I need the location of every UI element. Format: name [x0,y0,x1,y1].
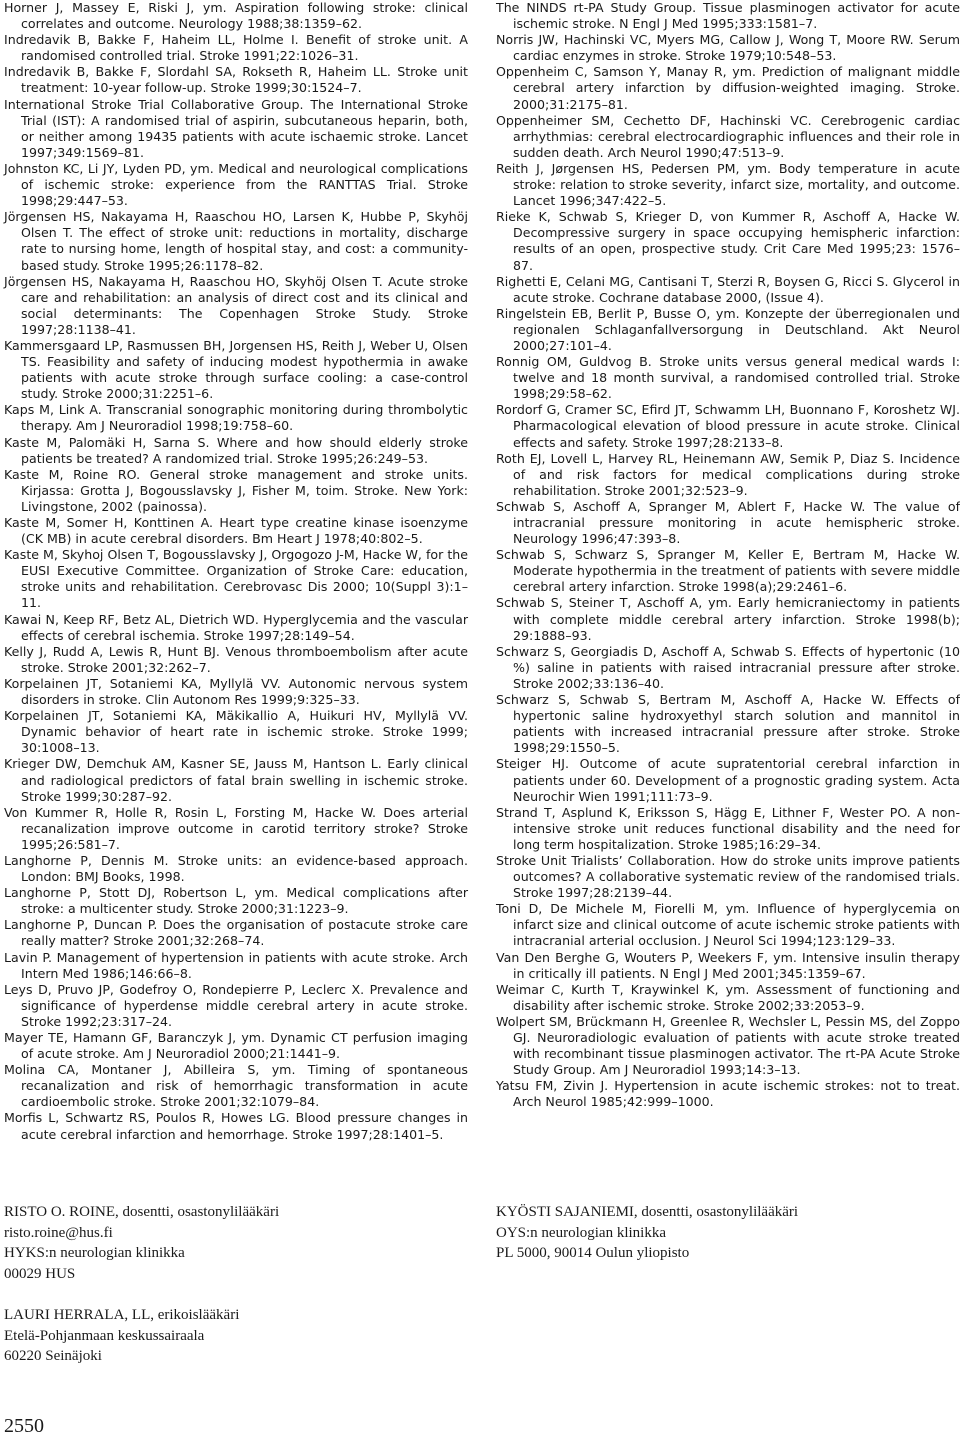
reference-item: Rieke K, Schwab S, Krieger D, von Kummer R, Aschoff A, Hacke W. Decompressive surgery in space occupying hemispheric infarction: results of an open, prospective study. Crit Care Med 1995;23: 1576–87. [496,209,960,273]
reference-item: Righetti E, Celani MG, Cantisani T, Sterzi R, Boysen G, Ricci S. Glycerol in acute stroke. Cochrane database 2000, (Issue 4). [496,273,960,305]
reference-item: Oppenheim C, Samson Y, Manay R, ym. Prediction of malignant middle cerebral artery infarction by diffusion-weighted imaging. Stroke. 2000;31:2175–81. [496,64,960,112]
reference-item: International Stroke Trial Collaborative Group. The International Stroke Trial (IST): A randomised trial of aspirin, subcutaneous heparin, both, or neither among 19435 patients with acute ischaemic stroke. Lancet 1997;349:1569–81. [4,96,468,160]
reference-item: Stroke Unit Trialists’ Collaboration. How do stroke units improve patients outcomes? A collaborative systematic review of the randomised trials. Stroke 1997;28:2139–44. [496,852,960,901]
reference-item: Langhorne P, Duncan P. Does the organisation of postacute stroke care really matter? Stroke 2001;32:268–74. [4,917,468,949]
reference-item: Kaste M, Roine RO. General stroke management and stroke units. Kirjassa: Grotta J, Bogousslavsky J, Fisher M, toim. Stroke. New York: Livingstone, 2002 (painossa). [4,466,468,514]
reference-item: Krieger DW, Demchuk AM, Kasner SE, Jauss M, Hantson L. Early clinical and radiological predictors of fatal brain swelling in ischemic stroke. Stroke 1999;30:287–92. [4,756,468,804]
reference-item: Langhorne P, Dennis M. Stroke units: an evidence-based approach. London: BMJ Books, 1998. [4,852,468,885]
reference-item: Kawai N, Keep RF, Betz AL, Dietrich WD. Hyperglycemia and the vascular effects of cerebral ischemia. Stroke 1997;28:149–54. [4,611,468,643]
reference-item: Van Den Berghe G, Wouters P, Weekers F, ym. Intensive insulin therapy in critically ill patients. N Engl J Med 2001;345:1359–67. [496,949,960,981]
reference-item: Kammersgaard LP, Rasmussen BH, Jorgensen HS, Reith J, Weber U, Olsen TS. Feasibility and safety of inducing modest hypothermia in awake patients with acute stroke through surface cooling: a case-control study. Stroke 2000;31:2251–6. [4,337,468,402]
reference-item: Kaps M, Link A. Transcranial sonographic monitoring during thrombolytic therapy. Am J Neuroradiol 1998;19:758–60. [4,402,468,434]
reference-item: Langhorne P, Stott DJ, Robertson L, ym. Medical complications after stroke: a multicenter study. Stroke 2000;31:1223–9. [4,885,468,917]
reference-item: Lavin P. Management of hypertension in patients with acute stroke. Arch Intern Med 1986;146:66–8. [4,949,468,981]
reference-item: Kaste M, Skyhoj Olsen T, Bogousslavsky J, Orgogozo J-M, Hacke W, for the EUSI Executive Committee. Organization of Stroke Care: education, stroke units and rehabilitation. Cerebrovasc Dis 2000; 10(Suppl 3):1–11. [4,547,468,611]
reference-item: Indredavik B, Bakke F, Slordahl SA, Rokseth R, Haheim LL. Stroke unit treatment: 10-year follow-up. Stroke 1999;30:1524–7. [4,64,468,96]
reference-item: Korpelainen JT, Sotaniemi KA, Myllylä VV. Autonomic nervous system disorders in stroke. Clin Autonom Res 1999;9:325–33. [4,675,468,708]
reference-item: Mayer TE, Hamann GF, Baranczyk J, ym. Dynamic CT perfusion imaging of acute stroke. Am J Neuroradiol 2000;21:1441–9. [4,1030,468,1062]
reference-item: Toni D, De Michele M, Fiorelli M, ym. Influence of hyperglycemia on infarct size and clinical outcome of acute ischemic stroke patients with intracranial arterial occlusion. J Neurol Sci 1994;123:129–33. [496,901,960,949]
reference-item: Ronnig OM, Guldvog B. Stroke units versus general medical wards I: twelve and 18 month survival, a randomised controlled trial. Stroke 1998;29:58–62. [496,354,960,402]
reference-item: Weimar C, Kurth T, Kraywinkel K, ym. Assessment of functioning and disability after ischemic stroke. Stroke 2002;33:2053–9. [496,981,960,1013]
reference-item: Jörgensen HS, Nakayama H, Raaschou HO, Skyhöj Olsen T. Acute stroke care and rehabilitation: an analysis of direct cost and its clinical and social determinants: The Copenhagen Stroke Study. Stroke 1997;28:1138–41. [4,273,468,337]
author-email[interactable]: risto.roine@hus.fi [4,1224,113,1241]
references-column-right [496,0,960,1110]
reference-item: Morfis L, Schwartz RS, Poulos R, Howes LG. Blood pressure changes in acute cerebral infarction and hemorrhage. Stroke 1997;28:1401–5. [4,1110,468,1142]
reference-item: Strand T, Asplund K, Eriksson S, Hägg E, Lithner F, Wester PO. A non-intensive stroke unit reduces functional disability and the need for long term hospitalization. Stroke 1985;16:29–34. [496,804,960,852]
reference-item: Norris JW, Hachinski VC, Myers MG, Callow J, Wong T, Moore RW. Serum cardiac enzymes in stroke. Stroke 1979;10:548–53. [496,32,960,64]
reference-item: Molina CA, Montaner J, Abilleira S, ym. Timing of spontaneous recanalization and risk of hemorrhagic transformation in acute cardioembolic stroke. Stroke 2001;32:1079–84. [4,1062,468,1110]
reference-item: Rordorf G, Cramer SC, Efird JT, Schwamm LH, Buonnano F, Koroshetz WJ. Pharmacological elevation of blood pressure in acute stroke. Clinical effects and safety. Stroke 1997;28:2133–8. [496,402,960,450]
reference-item: Schwarz S, Schwab S, Bertram M, Aschoff A, Hacke W. Effects of hypertonic saline hydroxyethyl starch solution and mannitol in patients with increased intracranial pressure after stroke. Stroke 1998;29:1550–5. [496,692,960,756]
page-number: 2550 [4,1415,44,1437]
reference-item: Kaste M, Palomäki H, Sarna S. Where and how should elderly stroke patients be treated? A randomized trial. Stroke 1995;26:249–53. [4,434,468,466]
author-name: RISTO O. ROINE, dosentti, osastonylilääkäri [4,1204,280,1220]
author-address: PL 5000, 90014 Oulun yliopisto [496,1245,690,1261]
author-name: LAURI HERRALA, LL, erikoislääkäri [4,1307,240,1323]
author-postal-code: 00029 HUS [4,1265,76,1282]
reference-item: Wolpert SM, Brückmann H, Greenlee R, Wechsler L, Pessin MS, del Zoppo GJ. Neuroradiologic evaluation of patients with acute stroke treated with recombinant tissue plasminogen activator. The rt-PA Acute Stroke Study Group. Am J Neuroradiol 1993;14:3–13. [496,1013,960,1078]
reference-item: Ringelstein EB, Berlit P, Busse O, ym. Konzepte der überregionalen und regionalen Schlaganfallversorgung in Deutschland. Akt Neurol 2000;27:101–4. [496,305,960,353]
reference-item: Korpelainen JT, Sotaniemi KA, Mäkikallio A, Huikuri HV, Myllylä VV. Dynamic behavior of heart rate in ischemic stroke. Stroke 1999; 30:1008–13. [4,708,468,756]
references-column-left [4,0,468,1143]
author-contact-sajaniemi [496,1202,798,1264]
reference-item: Von Kummer R, Holle R, Rosin L, Forsting M, Hacke W. Does arterial recanalization improve outcome in carotid territory stroke? Stroke 1995;26:581–7. [4,804,468,852]
author-contact-roine [4,1202,279,1284]
reference-item: Johnston KC, Li JY, Lyden PD, ym. Medical and neurological complications of ischemic stroke: experience from the RANTTAS Trial. Stroke 1998;29:447–53. [4,160,468,209]
author-department: Etelä-Pohjanmaan keskussairaala [4,1327,205,1344]
reference-item: Kaste M, Somer H, Konttinen A. Heart type creatine kinase isoenzyme (CK MB) in acute cerebral disorders. Bm Heart J 1978;40:802–5. [4,515,468,547]
reference-item: Indredavik B, Bakke F, Haheim LL, Holme I. Benefit of stroke unit. A randomised controlled trial. Stroke 1991;22:1026–31. [4,32,468,64]
author-postal-code: 60220 Seinäjoki [4,1348,102,1364]
author-department: OYS:n neurologian klinikka [496,1224,666,1241]
reference-item: Schwab S, Schwarz S, Spranger M, Keller E, Bertram M, Hacke W. Moderate hypothermia in the treatment of patients with severe middle cerebral artery infarction. Stroke 1998(a);29:2461–6. [496,547,960,595]
reference-item: Jörgensen HS, Nakayama H, Raaschou HO, Larsen K, Hubbe P, Skyhöj Olsen T. The effect of stroke unit: reductions in mortality, discharge rate to nursing home, length of hospital stay, and cost: a community-based study. Stroke 1995;26:1178–82. [4,209,468,273]
reference-item: Steiger HJ. Outcome of acute supratentorial cerebral infarction in patients under 60. Development of a prognostic grading system. Acta Neurochir Wien 1991;111:73–9. [496,756,960,804]
author-department: HYKS:n neurologian klinikka [4,1245,185,1261]
reference-item: Schwab S, Aschoff A, Spranger M, Ablert F, Hacke W. The value of intracranial pressure monitoring in acute hemispheric stroke. Neurology 1996;47:393–8. [496,498,960,547]
author-contact-herrala [4,1305,239,1367]
reference-item: Kelly J, Rudd A, Lewis R, Hunt BJ. Venous thromboembolism after acute stroke. Stroke 2001;32:262–7. [4,643,468,675]
reference-item: Horner J, Massey E, Riski J, ym. Aspiration following stroke: clinical correlates and outcome. Neurology 1988;38:1359–62. [4,0,468,32]
author-name: KYÖSTI SAJANIEMI, dosentti, osastonylilääkäri [496,1204,799,1220]
reference-item: Schwab S, Steiner T, Aschoff A, ym. Early hemicraniectomy in patients with complete middle cerebral artery infarction. Stroke 1998(b); 29:1888–93. [496,595,960,643]
reference-item: Roth EJ, Lovell L, Harvey RL, Heinemann AW, Semik P, Diaz S. Incidence of and risk factors for medical complications during stroke rehabilitation. Stroke 2001;32:523–9. [496,450,960,498]
reference-item: Oppenheimer SM, Cechetto DF, Hachinski VC. Cerebrogenic cardiac arrhythmias: cerebral electrocardiographic influences and their role in sudden death. Arch Neurol 1990;47:513–9. [496,112,960,160]
reference-item: Leys D, Pruvo JP, Godefroy O, Rondepierre P, Leclerc X. Prevalence and significance of hyperdense middle cerebral artery in acute stroke. Stroke 1992;23:317–24. [4,981,468,1029]
reference-item: Schwarz S, Georgiadis D, Aschoff A, Schwab S. Effects of hypertonic (10 %) saline in patients with raised intracranial pressure after stroke. Stroke 2002;33:136–40. [496,643,960,691]
reference-item: Reith J, Jørgensen HS, Pedersen PM, ym. Body temperature in acute stroke: relation to stroke severity, infarct size, mortality, and outcome. Lancet 1996;347:422–5. [496,160,960,209]
reference-item: The NINDS rt-PA Study Group. Tissue plasminogen activator for acute ischemic stroke. N Engl J Med 1995;333:1581–7. [496,0,960,32]
reference-item: Yatsu FM, Zivin J. Hypertension in acute ischemic strokes: not to treat. Arch Neurol 1985;42:999–1000. [496,1078,960,1110]
